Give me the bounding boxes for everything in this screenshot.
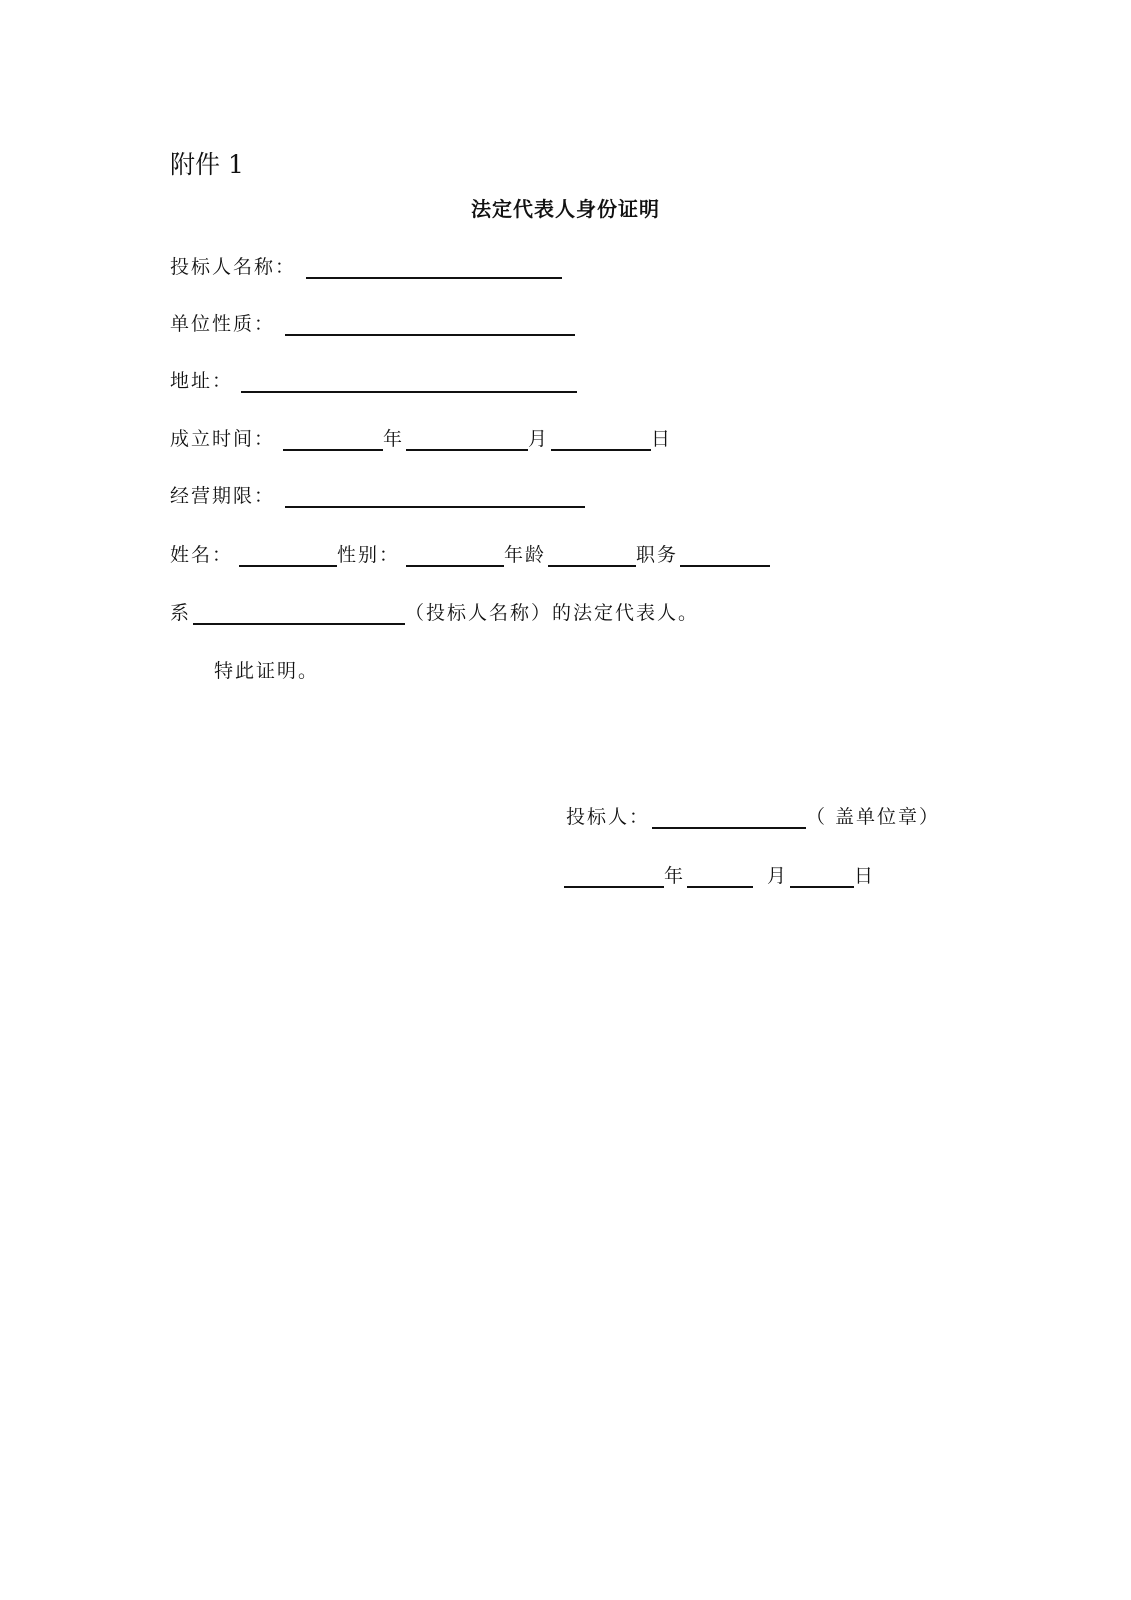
statement-row: [170, 598, 699, 628]
gender-blank[interactable]: [406, 541, 504, 567]
signature-bidder-label: 投标人：: [566, 806, 651, 828]
operating-period-label: 经营期限：: [170, 485, 276, 507]
established-day-blank[interactable]: [551, 425, 651, 451]
gender-label: 性别：: [337, 544, 401, 566]
statement-prefix: 系: [170, 602, 192, 624]
established-month-label: 月: [528, 428, 550, 450]
document-title: 法定代表人身份证明: [471, 197, 660, 221]
established-year-blank[interactable]: [283, 425, 383, 451]
seal-note: （ 盖单位章）: [806, 806, 941, 828]
name-blank[interactable]: [239, 541, 337, 567]
address-row: [170, 366, 577, 396]
signature-month-label: 月: [767, 865, 789, 887]
bidder-name-label: 投标人名称：: [170, 256, 297, 278]
statement-suffix: （投标人名称）的法定代表人。: [405, 602, 700, 624]
signature-day-blank[interactable]: [790, 862, 854, 888]
signature-day-label: 日: [854, 865, 876, 887]
established-month-blank[interactable]: [406, 425, 528, 451]
age-blank[interactable]: [548, 541, 636, 567]
position-blank[interactable]: [680, 541, 770, 567]
certify-text: 特此证明。: [214, 660, 320, 682]
established-year-label: 年: [383, 428, 405, 450]
unit-nature-label: 单位性质：: [170, 313, 276, 335]
bidder-name-row: [170, 252, 562, 282]
unit-nature-blank[interactable]: [285, 310, 575, 336]
signature-bidder-blank[interactable]: [652, 803, 806, 829]
position-label: 职务: [636, 544, 679, 566]
operating-period-blank[interactable]: [285, 482, 585, 508]
attachment-label: 附件 1: [170, 150, 244, 179]
representative-row: [170, 540, 770, 570]
address-label: 地址：: [170, 370, 234, 392]
signature-year-label: 年: [664, 865, 686, 887]
bidder-name-blank[interactable]: [306, 253, 562, 279]
age-label: 年龄: [504, 544, 547, 566]
name-label: 姓名：: [170, 544, 234, 566]
statement-bidder-blank[interactable]: [193, 599, 405, 625]
signature-date-row: [564, 861, 875, 891]
signature-row: [566, 802, 940, 832]
established-label: 成立时间：: [170, 428, 276, 450]
signature-year-blank[interactable]: [564, 862, 664, 888]
operating-period-row: [170, 481, 585, 511]
signature-month-blank[interactable]: [687, 862, 753, 888]
unit-nature-row: [170, 309, 575, 339]
established-day-label: 日: [651, 428, 673, 450]
established-row: [170, 424, 672, 454]
address-blank[interactable]: [241, 367, 577, 393]
